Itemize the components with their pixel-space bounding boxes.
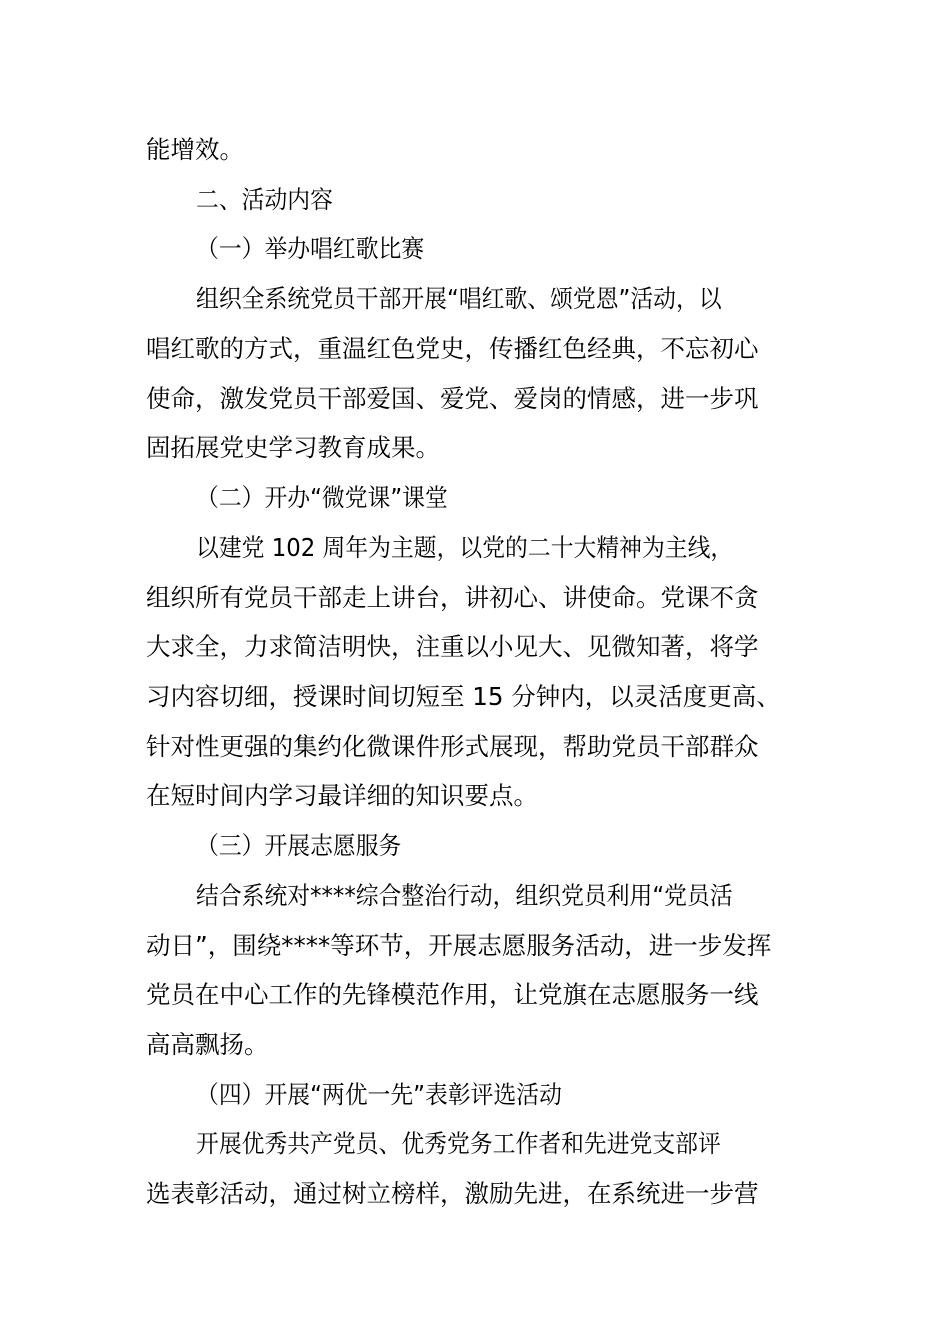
paragraph-line: 开展优秀共产党员、优秀党务工作者和先进党支部评	[196, 1129, 721, 1158]
paragraph-line: 以建党 102 周年为主题，以党的二十大精神为主线，	[196, 533, 734, 562]
paragraph-line: 针对性更强的集约化微课件形式展现，帮助党员干部群众	[146, 732, 759, 761]
paragraph-line: 在短时间内学习最详细的知识要点。	[146, 781, 538, 810]
paragraph-line: 能增效。	[146, 135, 244, 164]
subsection-heading: （二）开办“微党课”课堂	[196, 483, 448, 512]
paragraph-line: 结合系统对****综合整治行动，组织党员利用“党员活	[196, 881, 733, 910]
paragraph-line: 组织全系统党员干部开展“唱红歌、颂党恩”活动，以	[196, 284, 722, 313]
subsection-heading: （三）开展志愿服务	[196, 831, 402, 860]
paragraph-line: 唱红歌的方式，重温红色党史，传播红色经典，不忘初心	[146, 334, 759, 363]
paragraph-line: 习内容切细，授课时间切短至 15 分钟内，以灵活度更高、	[146, 682, 781, 711]
paragraph-line: 高高飘扬。	[146, 1030, 269, 1059]
paragraph-line: 动日”，围绕****等环节，开展志愿服务活动，进一步发挥	[146, 931, 772, 960]
paragraph-line: 党员在中心工作的先锋模范作用，让党旗在志愿服务一线	[146, 980, 759, 1009]
paragraph-line: 固拓展党史学习教育成果。	[146, 433, 440, 462]
section-heading: 二、活动内容	[196, 185, 333, 214]
paragraph-line: 大求全，力求简洁明快，注重以小见大、见微知著，将学	[146, 632, 759, 661]
paragraph-line: 使命，激发党员干部爱国、爱党、爱岗的情感，进一步巩	[146, 384, 759, 413]
subsection-heading: （一）举办唱红歌比赛	[196, 234, 425, 263]
paragraph-line: 选表彰活动，通过树立榜样，激励先进，在系统进一步营	[146, 1179, 759, 1208]
paragraph-line: 组织所有党员干部走上讲台，讲初心、讲使命。党课不贪	[146, 583, 759, 612]
subsection-heading: （四）开展“两优一先”表彰评选活动	[196, 1080, 562, 1109]
